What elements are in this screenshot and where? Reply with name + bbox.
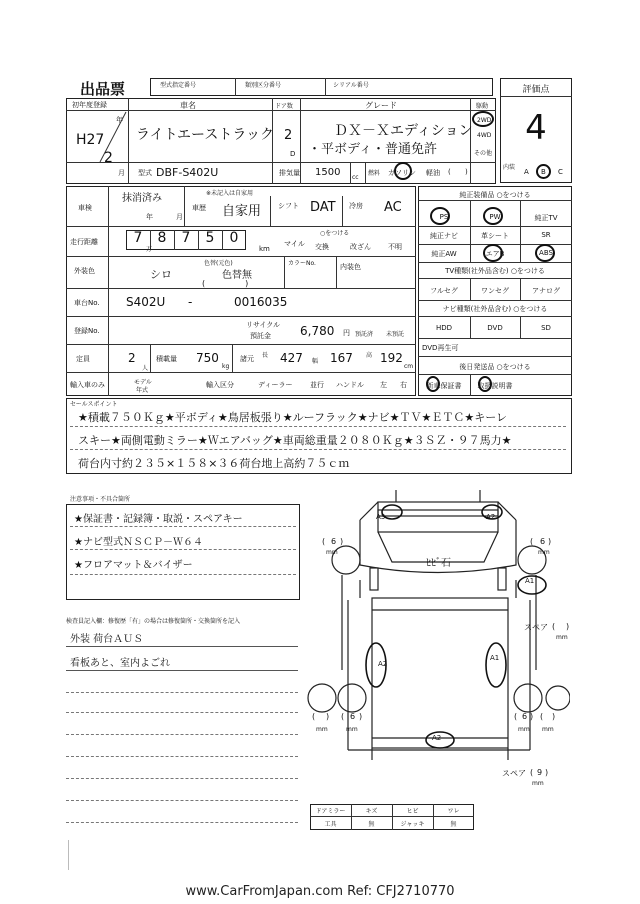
drive-other: その他: [474, 150, 493, 157]
opt-fullseg: フルセグ: [430, 287, 458, 295]
length-value: 427: [280, 351, 303, 365]
tread-rear-left-open: (: [312, 712, 316, 721]
tread-mm: mm: [532, 780, 544, 787]
notes-label: 注意事項・不具合箇所: [70, 496, 131, 503]
chassis-number: 0016035: [234, 295, 288, 309]
sales-line1: ★積載７５０Ｋｇ★平ボディ★鳥居板張り★ルーフラック★ナビ★ＴＶ★ＥＴＣ★キーレ: [78, 411, 508, 424]
recycle-paid: 預託済: [355, 331, 374, 338]
opt-leather: 革シート: [481, 232, 509, 240]
km-unit: km: [259, 245, 270, 253]
type-label: 型式: [138, 169, 152, 177]
interior-label: 内装: [503, 164, 516, 171]
area-a3: A3: [376, 513, 386, 521]
spare-label: スペア: [502, 769, 526, 778]
grade-label: グレード: [365, 101, 397, 110]
tread-mm: mm: [346, 726, 358, 733]
inspection-value: 抹消済み: [122, 193, 162, 204]
watermark: www.CarFromJapan.com Ref: CFJ2710770: [185, 884, 455, 899]
reg-no-label: 登録No.: [74, 327, 100, 335]
opt-sd: SD: [541, 324, 551, 332]
fuel-paren-close: ): [465, 168, 468, 176]
tread-mm: mm: [518, 726, 530, 733]
opt-warranty: 新車保証書: [426, 382, 462, 390]
interior-color-label: 内装色: [340, 263, 361, 271]
opt-ps: PS: [439, 213, 449, 221]
tread-rear-right2-close: ): [552, 712, 556, 721]
mileage-digit: 5: [205, 230, 215, 246]
tv-title: TV種類(社外品含む) ○をつける: [445, 267, 545, 275]
opt-hdd: HDD: [435, 324, 453, 332]
mileage-digit: 0: [229, 230, 239, 246]
chassis-label: 車台No.: [74, 299, 100, 307]
usage-note: ※未記入は自家用: [206, 190, 254, 197]
tread-front-left: 6: [331, 537, 337, 546]
tread-mm: mm: [542, 726, 554, 733]
fuel-gasoline-circle: [394, 162, 412, 180]
opt-genuine-aw: 純正AW: [431, 250, 457, 258]
area-a1-mid: A1: [490, 654, 500, 662]
width-label: 幅: [312, 358, 319, 365]
capacity-unit: 人: [142, 365, 149, 372]
tread-rear-right2-open: (: [540, 712, 544, 721]
shift-label: シフト: [278, 202, 299, 210]
inspection-month: 月: [176, 213, 183, 221]
parallel-option: 並行: [310, 381, 324, 389]
first-reg-year: H27: [76, 132, 105, 148]
area-a1-right: A1: [525, 577, 535, 585]
interior-b: B: [541, 168, 546, 176]
chassis-prefix: S402U: [126, 295, 166, 309]
chassis-dash: -: [188, 295, 193, 309]
serial-label: シリアル番号: [333, 82, 369, 89]
color-paren: ( ): [202, 279, 249, 288]
original-color-label: 色替(元色): [204, 260, 233, 267]
mileage-label: 走行距離: [70, 238, 98, 246]
drive-4wd: 4WD: [477, 132, 492, 139]
man-unit: 万: [146, 246, 153, 253]
spare-top-open: (: [552, 622, 556, 631]
model-year-label: モデル: [134, 379, 152, 386]
area-a2-left: A2: [378, 660, 388, 668]
fuel-paren-open: (: [448, 168, 451, 176]
tread-rear-right-open: (: [514, 712, 518, 721]
tread-mm: mm: [556, 634, 568, 641]
mileage-marker-note: ○をつける: [320, 230, 350, 237]
windshield-note: ﾋﾋﾞ石: [426, 558, 451, 569]
vehicle-history-label: 車歴: [192, 204, 206, 212]
import-label: 輸入車のみ: [70, 381, 105, 389]
first-reg-label: 初年度登録: [72, 101, 107, 109]
sales-line2: スキー★両側電動ミラー★Ｗエアバッグ★車両総重量２０８０Ｋｇ★３ＳＺ・９７馬力★: [78, 434, 512, 447]
opt-abs-circle: [535, 244, 555, 262]
genuine-title: 純正装備品 ○をつける: [459, 191, 531, 199]
shift-value: DAT: [310, 200, 336, 215]
damage-value: 無: [450, 821, 457, 828]
height-label: 高: [366, 352, 373, 359]
spare-top-close: ): [566, 622, 570, 631]
damage-value: 無: [368, 821, 375, 828]
fuel-label: 燃料: [368, 170, 381, 177]
fuel-diesel: 軽油: [426, 169, 440, 177]
inspector-line1: 外装 荷台ＡＵＳ: [70, 634, 144, 645]
mileage-digit: 7: [181, 230, 191, 246]
dims-label: 諸元: [240, 355, 254, 363]
opt-pw: PW: [489, 213, 501, 221]
tread-mm: mm: [538, 549, 550, 556]
spare-open: (: [530, 768, 534, 777]
damage-value: ジャッキ: [400, 821, 425, 828]
first-reg-month: 2: [104, 150, 113, 166]
tread-rear-right-close: ): [530, 712, 534, 721]
notes-line3: ★フロアマット＆バイザー: [74, 560, 193, 571]
drive-label: 駆動: [476, 103, 489, 110]
opt-abs: ABS: [539, 249, 553, 257]
displacement-value: 1500: [315, 167, 341, 178]
opt-genuine-navi: 純正ナビ: [430, 232, 458, 240]
inspector-line2: 看板あと、室内よごれ: [70, 658, 170, 669]
payload-value: 750: [196, 351, 219, 365]
opt-analog: アナログ: [532, 287, 560, 295]
exchange-option: 交換: [315, 243, 329, 251]
damage-value: 工具: [324, 821, 337, 828]
d-mark: D: [290, 150, 296, 158]
inspection-year: 年: [146, 213, 153, 221]
tread-rear-left2-open: (: [341, 712, 345, 721]
interior-a: A: [524, 168, 529, 176]
import-type-label: 輸入区分: [206, 381, 234, 389]
grade-line1: ＤＸ－Ｘエディション: [334, 123, 473, 139]
inspector-label: 検査員記入欄：修復歴「有」の場合は修復箇所・交換箇所を記入: [66, 618, 241, 625]
cm-unit: cm: [404, 363, 414, 370]
recycle-label: リサイクル: [246, 321, 281, 329]
color-label: 外装色: [74, 267, 95, 275]
area-a2-bottom: A2: [432, 734, 442, 742]
damage-header: ヒビ: [406, 808, 419, 815]
color-value: シロ: [150, 268, 172, 281]
payload-unit: kg: [222, 363, 230, 370]
tread-rear-right: 6: [522, 712, 528, 721]
mileage-digit: 7: [133, 230, 143, 246]
cc-unit: cc: [352, 174, 359, 181]
opt-genuine-tv: 純正TV: [534, 214, 558, 222]
opt-airbag: エアB: [485, 250, 505, 258]
tread-rear-left: 6: [350, 712, 356, 721]
tread-front-right-open: (: [530, 537, 534, 546]
inspection-label: 車検: [78, 204, 92, 212]
capacity-label: 定員: [76, 355, 90, 363]
recycle-unit: 円: [343, 329, 350, 337]
right-handle: 右: [400, 381, 407, 389]
drive-2wd-circle: [472, 111, 494, 127]
damage-header: ドアミラー: [315, 808, 346, 815]
opt-sr: SR: [541, 231, 551, 239]
recycle-label2: 預託金: [250, 332, 271, 340]
month-unit: 月: [118, 169, 125, 177]
type-value: DBF-S402U: [156, 166, 219, 179]
tread-rear-left2-close: ): [359, 712, 363, 721]
left-handle: 左: [380, 381, 387, 389]
ac-value: AC: [384, 200, 402, 215]
later-title: 後日発送品 ○をつける: [459, 363, 531, 371]
tread-front-left-close: ): [340, 537, 344, 546]
opt-ps-circle: [430, 207, 450, 225]
tread-rear-left-close: ): [326, 712, 330, 721]
class-label: 類別区分番号: [245, 82, 282, 89]
recycle-amount: 6,780: [300, 324, 335, 338]
year-unit: 年: [116, 116, 123, 124]
dealer-option: ディーラー: [258, 381, 293, 389]
mile-option: マイル: [284, 240, 305, 248]
interior-b-circle: [536, 164, 551, 179]
opt-dvd-play: DVD再生可: [422, 344, 459, 352]
notes-line2: ★ナビ型式ＮＳＣＰ－Ｗ６４: [74, 537, 203, 548]
opt-manual-circle: [478, 376, 492, 392]
opt-manual: 取扱説明書: [477, 382, 513, 390]
payload-label: 積載量: [156, 355, 177, 363]
unknown-option: 不明: [388, 243, 402, 251]
color-change-value: 色替無: [222, 270, 252, 281]
displacement-label: 排気量: [279, 169, 300, 177]
score-value: 4: [525, 108, 547, 148]
opt-airbag-circle: [483, 244, 503, 262]
interior-c: C: [558, 168, 563, 176]
color-no-label: カラーNo.: [288, 260, 316, 267]
ac-label: 冷房: [349, 202, 363, 210]
opt-pw-circle: [483, 207, 503, 225]
tampered-option: 改ざん: [350, 243, 371, 251]
doors-label: ドア数: [275, 103, 293, 110]
width-value: 167: [330, 351, 353, 365]
score-label: 評価点: [522, 85, 550, 95]
model-year-label2: 年式: [136, 387, 149, 394]
usage-value: 自家用: [222, 204, 262, 219]
notes-line1: ★保証書・記録簿・取説・スペアキー: [74, 514, 243, 525]
opt-oneseg: ワンセグ: [481, 287, 509, 295]
tread-front-right: 6: [540, 537, 546, 546]
area-a2-top: A2: [486, 513, 496, 521]
drive-2wd: 2WD: [477, 117, 492, 124]
capacity-value: 2: [128, 351, 136, 365]
tread-mm: mm: [326, 549, 338, 556]
grade-line2: ・平ボディ・普通免許: [308, 142, 437, 157]
car-name-label: 車名: [180, 101, 196, 110]
damage-header: ワレ: [447, 808, 460, 815]
header-id-box: [150, 78, 493, 96]
sales-label: セールスポイント: [70, 401, 118, 408]
height-value: 192: [380, 351, 403, 365]
sales-line3: 荷台内寸約２３５×１５８×３６荷台地上高約７５ｃｍ: [78, 457, 350, 470]
length-label: 長: [262, 352, 269, 359]
opt-dvd: DVD: [487, 324, 503, 332]
mileage-digit: 8: [157, 230, 167, 246]
fuel-gasoline: ガソリン: [388, 169, 416, 177]
tread-front-right-close: ): [548, 537, 552, 546]
handle-label: ハンドル: [336, 381, 364, 389]
recycle-unpaid: 未預託: [386, 331, 405, 338]
doors-value: 2: [284, 128, 293, 143]
spare-label-top: スペア: [524, 623, 548, 632]
navi-title: ナビ種類(社外品含む) ○をつける: [442, 305, 548, 313]
tread-mm: mm: [316, 726, 328, 733]
tread-front-left-open: (: [322, 537, 326, 546]
model-cert-label: 型式指定番号: [160, 82, 197, 89]
spare-value: 9: [537, 768, 543, 777]
damage-header: キズ: [365, 808, 378, 815]
car-name: ライトエーストラック: [136, 127, 275, 143]
opt-warranty-circle: [426, 376, 440, 392]
page-title: 出品票: [80, 80, 126, 98]
spare-close: ): [545, 768, 549, 777]
